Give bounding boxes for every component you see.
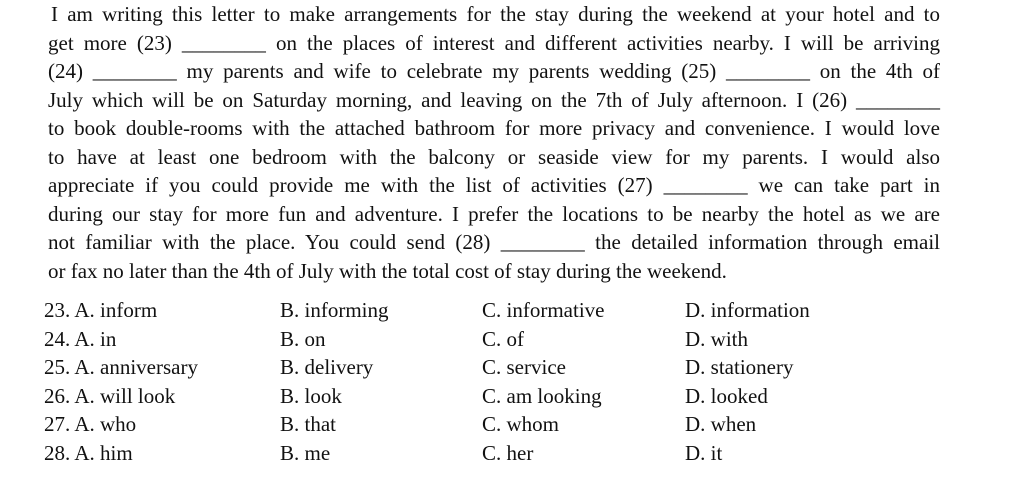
- option-d: D. with: [685, 326, 748, 351]
- option-a: 28. A. him: [44, 440, 133, 465]
- option-a: 23. A. inform: [44, 298, 158, 322]
- option-a: 26. A. will look: [44, 383, 176, 408]
- question-row-27: [44, 410, 944, 439]
- question-row-28: [44, 439, 944, 468]
- option-d: D. stationery: [685, 355, 794, 379]
- option-b: B. that: [280, 412, 336, 436]
- question-row-23: [44, 296, 944, 325]
- question-row-24: [44, 325, 944, 354]
- answer-options: [44, 296, 944, 467]
- option-c: C. whom: [482, 412, 560, 436]
- option-b: B. delivery: [280, 355, 374, 379]
- question-row-25: [44, 353, 944, 382]
- passage-line-4: July which will be on Saturday morning, and leaving on the 7th of July afternoon. I (26) ________: [48, 87, 940, 112]
- letter-passage: [48, 0, 940, 285]
- passage-line-3: (24) ________ my parents and wife to celebrate my parents wedding (25) ________ on the 4th of: [48, 59, 940, 83]
- option-c: C. service: [482, 355, 566, 379]
- option-c: C. am looking: [482, 383, 602, 408]
- option-a: 25. A. anniversary: [44, 355, 198, 379]
- option-b: B. on: [280, 326, 326, 351]
- passage-line-2: get more (23) ________ on the places of interest and different activities nearby. I will be arriving: [48, 30, 940, 55]
- option-c: C. informative: [482, 298, 605, 322]
- option-a: 27. A. who: [44, 412, 137, 436]
- option-a: 24. A. in: [44, 326, 117, 351]
- option-b: B. informing: [280, 298, 389, 322]
- passage-line-10: or fax no later than the 4th of July with the total cost of stay during the weekend.: [48, 258, 727, 283]
- passage-line-8: during our stay for more fun and adventure. I prefer the locations to be nearby the hotel as we are: [48, 201, 940, 226]
- passage-line-5: to book double-rooms with the attached bathroom for more privacy and convenience. I would love: [48, 116, 940, 140]
- passage-line-6: to have at least one bedroom with the balcony or seaside view for my parents. I would also: [48, 144, 940, 169]
- option-c: C. of: [482, 326, 524, 351]
- passage-line-7: appreciate if you could provide me with the list of activities (27) ________ we can take part in: [48, 173, 940, 197]
- passage-line-9: not familiar with the place. You could send (28) ________ the detailed information through email: [48, 230, 940, 254]
- option-d: D. looked: [685, 383, 768, 408]
- option-b: B. look: [280, 383, 342, 408]
- option-c: C. her: [482, 440, 534, 465]
- option-d: D. information: [685, 298, 810, 322]
- option-b: B. me: [280, 440, 331, 465]
- option-d: D. when: [685, 412, 757, 436]
- option-d: D. it: [685, 440, 723, 465]
- question-row-26: [44, 382, 944, 411]
- passage-line-1: I am writing this letter to make arrangements for the stay during the weekend at your hotel and to: [51, 2, 940, 26]
